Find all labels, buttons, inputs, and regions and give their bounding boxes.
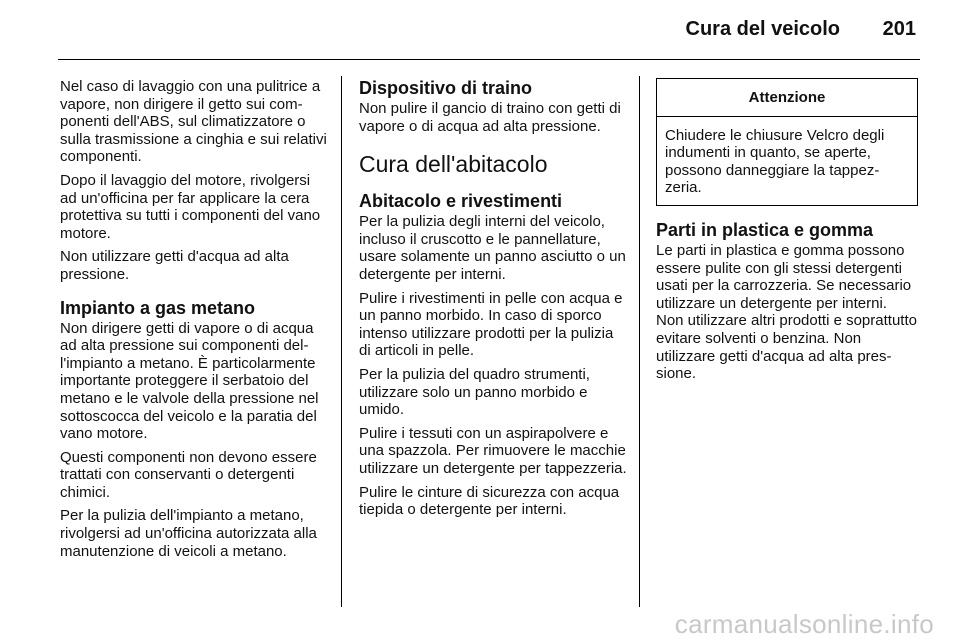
paragraph: Nel caso di lavaggio con una pulitrice a vapore, non dirigere il getto sui componenti dell'ABS, sul climatizzatore o sulla trasmissione a cinghia e sui relativi componenti.: [60, 78, 327, 166]
section-heading-plastica: Parti in plastica e gomma: [656, 219, 874, 240]
page-number: 201: [882, 18, 916, 40]
section-heading-rivestimenti: Abitacolo e rivestimenti: [359, 191, 563, 212]
column-divider-2: [639, 76, 640, 607]
paragraph: Le parti in plastica e gomma possono essere pulite con gli stessi detergenti usati per la carrozzeria. Se necessario utilizzare un detergente per interni. Non utilizzare altri prodotti e soprattutto evitare solventi o benzina. Non utilizzare getti d'acqua ad alta pressione.: [656, 241, 917, 383]
paragraph: Per la pulizia del quadro strumenti, utilizzare solo un panno morbido e umido.: [359, 365, 590, 419]
column-1: [60, 78, 328, 566]
paragraph: Pulire le cinture di sicurezza con acqua tiepida o detergente per interni.: [359, 483, 620, 519]
paragraph: Non pulire il gancio di traino con getti di vapore o di acqua ad alta pressione.: [359, 100, 621, 135]
column-divider-1: [341, 76, 342, 607]
paragraph: Dopo il lavaggio del motore, rivolgersi ad un'officina per far applicare la cera protettiva su tutti i componenti del vano motore.: [60, 171, 321, 242]
warning-title: Attenzione: [657, 79, 917, 117]
paragraph: Per la pulizia dell'impianto a metano, rivolgersi ad un'officina autorizzata alla manutenzione di veicoli a metano.: [60, 507, 317, 560]
paragraph: Non dirigere getti di vapore o di acqua ad alta pressione sui componenti dell'impianto a metano. È particolarmente importante proteggere il serbatoio del metano e le valvole della pressione nel sottoscocca del veicolo e la paratia del vano motore.: [60, 319, 319, 443]
section-heading-metano: Impianto a gas metano: [60, 297, 256, 318]
column-3: [656, 78, 918, 389]
column-2: [359, 78, 627, 525]
paragraph: Pulire i rivestimenti in pelle con acqua e un panno morbido. In caso di sporco intenso utilizzare prodotti per la pulizia di articoli in pelle.: [359, 289, 623, 360]
paragraph: Questi componenti non devono essere trattati con conservanti o detergenti chimici.: [60, 448, 317, 501]
section-heading-traino: Dispositivo di traino: [359, 78, 533, 98]
page-section-title: Cura del veicolo: [685, 18, 840, 40]
chapter-heading-abitacolo: Cura dell'abitacolo: [359, 151, 548, 178]
paragraph: Non utilizzare getti d'acqua ad alta pressione.: [60, 248, 289, 283]
paragraph: Pulire i tessuti con un aspirapolvere e una spazzola. Per rimuovere le macchie utilizzare un detergente per tappezzeria.: [359, 424, 627, 477]
warning-text: Chiudere le chiusure Velcro degli indumenti in quanto, se aperte, possono danneggiare la tappezzeria.: [665, 126, 885, 197]
warning-box: [656, 78, 918, 206]
watermark: carmanualsonline.info: [674, 609, 934, 639]
header-divider: [58, 59, 920, 60]
paragraph: Per la pulizia degli interni del veicolo, incluso il cruscotto e le pannellature, usare solamente un panno asciutto o un detergente per interni.: [359, 213, 626, 283]
